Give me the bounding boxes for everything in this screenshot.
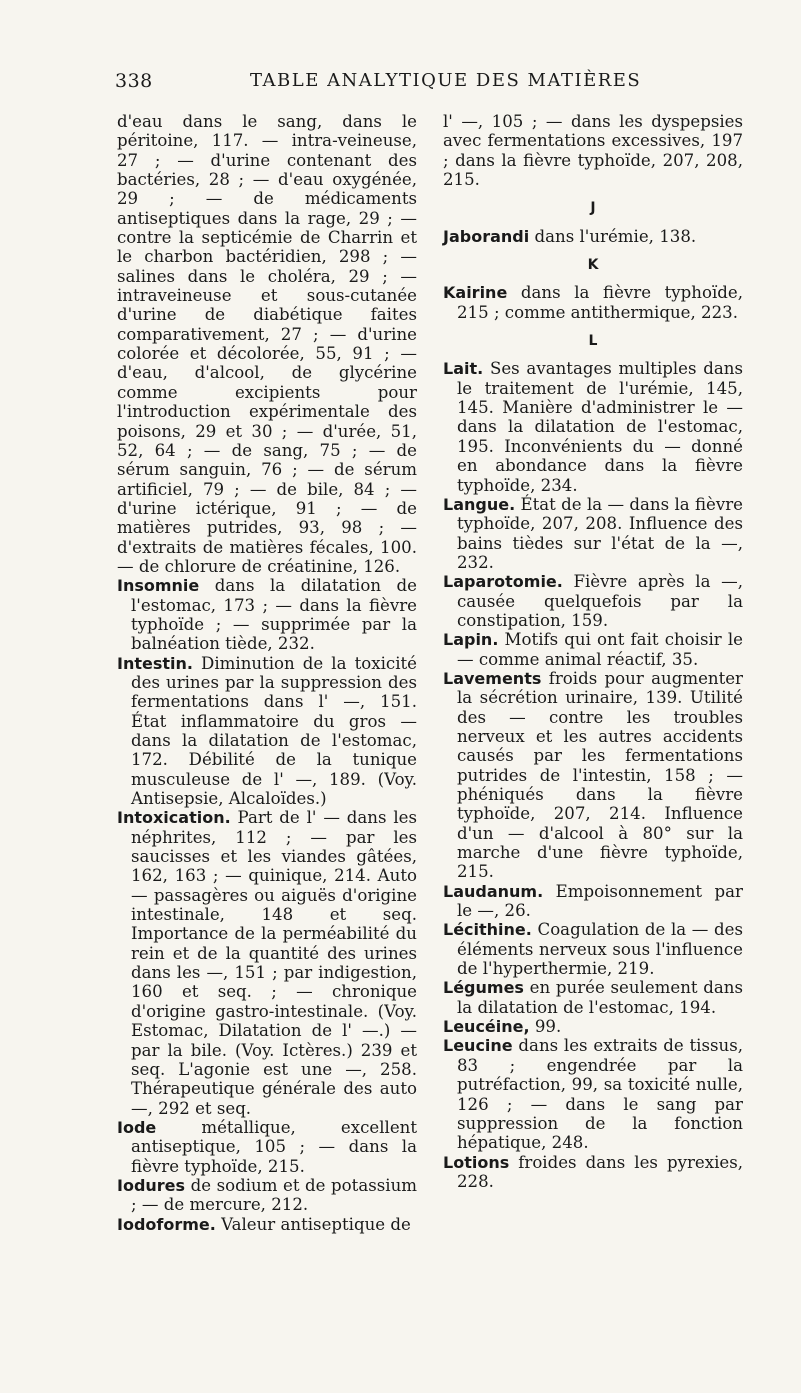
entry-text: État de la — dans la fièvre typhoïde, 207, 208. Influence des bains tièdes sur l'état de la —, 232. <box>457 494 743 572</box>
entry-head: Intestin. <box>117 653 193 673</box>
index-entry-lavements <box>443 669 743 882</box>
entry-head: Laudanum. <box>443 881 544 901</box>
entry-head: Jaborandi <box>443 226 530 246</box>
index-entry-intoxication <box>117 808 417 1118</box>
entry-text: dans les extraits de tissus, 83 ; engendrée par la putréfaction, 99, sa toxicité nulle, 126 ; — dans le sang par suppression de la fonction hépatique, 248. <box>457 1036 743 1153</box>
entry-head: Laparotomie. <box>443 572 563 592</box>
entry-head: Kairine <box>443 283 508 303</box>
index-entry-lait <box>443 359 743 494</box>
entry-text: Coagulation de la — des éléments nerveux sous l'influence de l'hyperthermie, 219. <box>457 920 743 979</box>
index-entry-kairine <box>443 283 743 322</box>
index-entry-laparotomie <box>443 572 743 630</box>
index-entry-intestin <box>117 654 417 809</box>
entry-text: en purée seulement dans la dilatation de l'estomac, 194. <box>457 978 743 1017</box>
entry-text: 99. <box>529 1017 562 1037</box>
entry-text: froides dans les pyrexies, 228. <box>457 1152 743 1191</box>
entry-head: Leucéine, <box>443 1017 530 1037</box>
entry-text: froids pour augmenter la sécrétion urinaire, 139. Utilité des — contre les troubles nerveux et les autres accidents causés par les fermentations putrides de l'intestin, 158 ; — phéniqués dans la fièvre typhoïde, 207, 214. Influence d'un — d'alcool à 80° sur la marche d'une fièvre typhoïde, 215. <box>457 668 743 882</box>
index-entry-leuceine <box>443 1017 743 1036</box>
entry-head: Lapin. <box>443 630 499 650</box>
entry-head: Iodoforme. <box>117 1214 216 1234</box>
index-entry-lotions <box>443 1153 743 1192</box>
page-number: 338 <box>115 70 153 92</box>
index-entry-jaborandi <box>443 227 743 246</box>
entry-text: Motifs qui ont fait choisir le — comme animal réactif, 35. <box>457 630 743 669</box>
index-entry-iodoforme <box>117 1215 417 1234</box>
entry-head: Lécithine. <box>443 920 532 940</box>
entry-head: Lavements <box>443 668 542 688</box>
index-entry-iode <box>117 1118 417 1176</box>
index-entry-insomnie <box>117 576 417 653</box>
entry-head: Lotions <box>443 1152 510 1172</box>
entry-text: dans l'urémie, 138. <box>529 226 697 246</box>
page-header <box>0 70 801 94</box>
entry-text: d'eau dans le sang, dans le péritoine, 117. — intra-veineuse, 27 ; — d'urine contenant des bactéries, 28 ; — d'eau oxygénée, 29 ; — de médicaments antiseptiques dans la rage, 29 ; — contre la septicémie de Charrin et le charbon bactéridien, 298 ; — salines dans le choléra, 29 ; — intraveineuse et sous-cutanée d'urine de diabétique faites comparativement, 27 ; — d'urine colorée et décolorée, 55, 91 ; — d'eau, d'alcool, de glycérine comme excipients pour l'introduction expérimentale des poisons, 29 et 30 ; — d'urée, 51, 52, 64 ; — de sang, 75 ; — de sérum sanguin, 76 ; — de sérum artificiel, 79 ; — de bile, 84 ; — d'urine ictérique, 91 ; — de matières putrides, 93, 98 ; — d'extraits de matières fécales, 100. — de chlorure de créatinine, 126. <box>117 112 417 576</box>
entry-head: Intoxication. <box>117 808 231 828</box>
entry-text: de sodium et de potassium ; — de mercure, 212. <box>131 1175 417 1215</box>
entry-head: Lait. <box>443 359 484 379</box>
left-column <box>117 112 417 1234</box>
index-entry-laudanum <box>443 882 743 921</box>
index-entry-legumes <box>443 978 743 1017</box>
index-entry-lapin <box>443 630 743 669</box>
entry-head: Langue. <box>443 494 516 514</box>
entry-text: Empoisonnement par le —, 26. <box>457 881 743 921</box>
index-entry-iodures <box>117 1176 417 1215</box>
index-entry-continuation <box>117 112 417 576</box>
entry-text: dans la fièvre typhoïde, 215 ; comme antithermique, 223. <box>457 283 743 322</box>
index-entry-leucine <box>443 1036 743 1152</box>
entry-text: l' —, 105 ; — dans les dyspepsies avec fermentations excessives, 197 ; dans la fièvre typhoïde, 207, 208, 215. <box>443 112 743 190</box>
entry-text: Fièvre après la —, causée quelquefois par la constipation, 159. <box>457 572 743 630</box>
section-letter-l: L <box>588 333 598 350</box>
entry-text: métallique, excellent antiseptique, 105 ; — dans la fièvre typhoïde, 215. <box>131 1117 417 1176</box>
entry-head: Iode <box>117 1117 157 1137</box>
entry-text: Valeur antiseptique de <box>215 1214 411 1234</box>
entry-head: Iodures <box>117 1175 186 1195</box>
entry-text: dans la dilatation de l'estomac, 173 ; — dans la fièvre typhoïde ; — supprimée par la balnéation tiède, 232. <box>131 576 417 654</box>
index-entry-continuation <box>443 112 743 189</box>
section-letter-k: K <box>587 257 599 274</box>
entry-head: Légumes <box>443 978 524 998</box>
entry-text: Part de l' — dans les néphrites, 112 ; — par les saucisses et les viandes gâtées, 162, 163 ; — quinique, 214. Auto — passagères ou aiguës d'origine intestinale, 148 et seq. Importance de la perméabilité du rein et de la quantité des urines dans les —, 151 ; par indigestion, 160 et seq. ; — chronique d'origine gastro-intestinale. (Voy. Estomac, Dilatation de l' —.) — par la bile. (Voy. Ictères.) 239 et seq. L'agonie est une —, 258. Thérapeutique générale des auto —, 292 et seq. <box>131 808 417 1118</box>
entry-head: Insomnie <box>117 576 200 596</box>
entry-head: Leucine <box>443 1036 513 1056</box>
entry-text: Ses avantages multiples dans le traitement de l'urémie, 145, 145. Manière d'administrer le — dans la dilatation de l'estomac, 195. Inconvénients du — donné en abondance dans la fièvre typhoïde, 234. <box>457 359 743 495</box>
index-entry-langue <box>443 495 743 572</box>
section-letter-j: J <box>590 200 596 217</box>
entry-text: Diminution de la toxicité des urines par la suppression des fermentations dans l' —, 151. État inflammatoire du gros — dans la dilatation de l'estomac, 172. Débilité de la tunique musculeuse de l' —, 189. (Voy. Antisepsie, Alcaloïdes.) <box>131 653 417 809</box>
running-head: TABLE ANALYTIQUE DES MATIÈRES <box>250 70 642 91</box>
right-column <box>443 112 743 1191</box>
index-entry-lecithine <box>443 920 743 978</box>
